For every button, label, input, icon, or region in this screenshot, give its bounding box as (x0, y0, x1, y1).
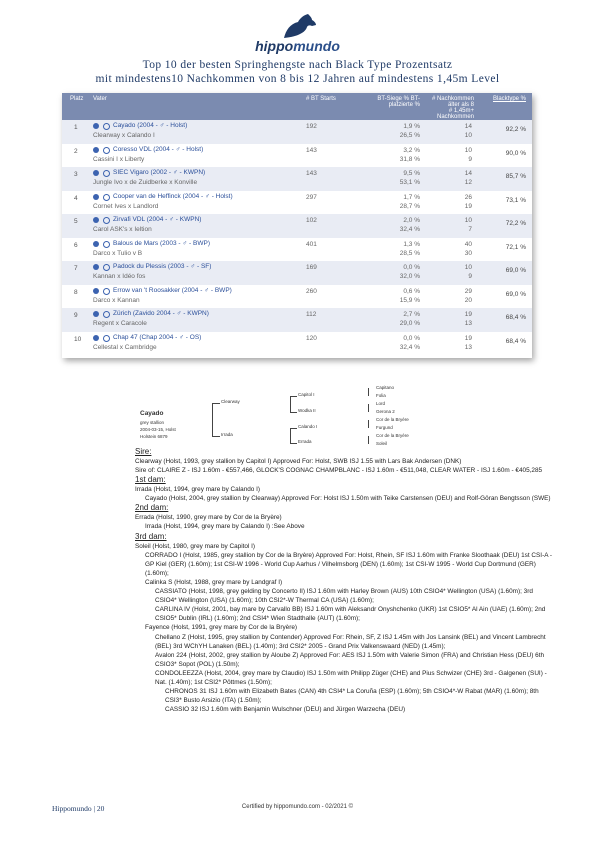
row-placed-pct: 32,4 % (399, 226, 420, 233)
row-rank: 8 (74, 288, 78, 296)
header-blacktype[interactable]: Blacktype % (492, 96, 526, 102)
logo (0, 12, 595, 54)
row-win-pct: 1,7 % (403, 193, 420, 201)
info-ring-icon[interactable] (103, 335, 110, 342)
dam3-offspring-8: CONDOLEEZZA (Holst, 2004, grey mare by Claudio) ISJ 1.50m with Philipp Züger (CHE) and Pius Schwizer (CHE) 3rd - Galgenen (SUI) - Nat. (1.40m); 1st CSI2* Pöttmes (1.50m); (155, 669, 547, 686)
row-stallion-name[interactable]: Errow van 't Roosakker (2004 - ♂ - BWP) (113, 286, 232, 294)
row-placed-pct: 28,7 % (399, 202, 420, 210)
row-rank: 5 (74, 218, 78, 225)
row-offspring: 14 (464, 170, 472, 177)
header-siege: BT-Siege % BT-platzierte % (377, 96, 420, 108)
row-pedigree: Kannan x Idéo fos (93, 273, 146, 280)
row-stallion-name[interactable]: Cooper van de Heffinck (2004 - ♂ - Holst) (113, 192, 233, 200)
row-placed-pct: 31,8 % (399, 155, 420, 163)
pedigree-horse: Cayado (140, 410, 164, 417)
row-stallion-name[interactable]: Zirvafi VDL (2004 - ♂ - KWPN) (113, 216, 202, 223)
info-ring-icon[interactable] (103, 311, 110, 318)
table-row[interactable] (62, 144, 532, 168)
pedigree-text (135, 447, 555, 714)
row-starts: 260 (306, 287, 317, 295)
row-placed-pct: 15,9 % (399, 296, 420, 304)
dam3-offspring-2: Calinka S (Holst, 1988, grey mare by Landgraf I) (145, 578, 283, 586)
row-stallion-name[interactable]: Cayado (2004 - ♂ - Holst) (113, 122, 188, 129)
row-starts: 169 (306, 264, 317, 271)
horse-logo-icon (276, 12, 320, 40)
dam3-offspring-10: CASSIO 32 ISJ 1.60m with Benjamin Wulschner (DEU) and Jürgen Warzecha (DEU) (165, 706, 406, 714)
row-blacktype: 85,7 % (505, 173, 526, 180)
row-pedigree: Regent x Caracole (93, 320, 147, 327)
row-offspring: 26 (464, 193, 472, 201)
row-placed-pct: 29,0 % (399, 320, 420, 327)
row-stallion-name[interactable]: Zürich (Zavido 2004 - ♂ - KWPN) (113, 310, 209, 317)
row-stallion-name[interactable]: Padock du Plessis (2003 - ♂ - SF) (113, 263, 212, 270)
dam1-offspring: Cayado (Holst, 2004, grey stallion by Clearway) Approved For: Holst ISJ 1.50m with Teike Carstensen (DEU) and Rolf-Göran Bengtsson (SWE) (145, 495, 551, 503)
row-rank: 4 (74, 194, 78, 202)
status-dot-icon (93, 241, 99, 247)
row-starts: 143 (306, 146, 317, 154)
status-dot-icon (93, 264, 99, 270)
pedigree-dss: Cor de la Bryère (376, 417, 409, 422)
row-win-pct: 0,6 % (403, 287, 420, 295)
info-ring-icon[interactable] (103, 288, 110, 295)
pedigree-info-1: grey stallion (140, 420, 165, 425)
row-stallion-name[interactable]: Balous de Mars (2003 - ♂ - BWP) (113, 239, 210, 247)
row-rank: 3 (74, 171, 78, 178)
row-stallion-name[interactable]: Chap 47 (Chap 2004 - ♂ - OS) (113, 333, 202, 341)
row-blacktype: 68,4 % (505, 337, 526, 345)
row-win-pct: 3,2 % (403, 146, 420, 154)
info-ring-icon[interactable] (103, 217, 110, 224)
row-offspring-145: 9 (468, 155, 472, 163)
table-header (62, 93, 532, 120)
info-ring-icon[interactable] (103, 123, 110, 130)
table-row[interactable] (62, 238, 532, 262)
row-blacktype: 73,1 % (505, 196, 526, 204)
stallion-table (62, 93, 532, 358)
row-win-pct: 0,0 % (403, 264, 420, 271)
row-offspring: 10 (464, 146, 472, 154)
status-dot-icon (93, 311, 99, 317)
row-offspring: 10 (464, 217, 472, 224)
row-pedigree: Cornet Ives x Landlord (93, 202, 159, 210)
dam3-offspring-9: CHRONOS 31 ISJ 1.60m with Elizabeth Bates (CAN) 4th CSI4* La Coruña (ESP) (1.60m); 5th CSIO4*-W Rabat (MAR) (1.60m); 8th CSI3* Busto Arsizio (ITA) (1.50m); (165, 688, 539, 705)
dam3-offspring-6: Chellano Z (Holst, 1995, grey stallion by Contender) Approved For: Rhein, SF, Z ISJ 1.45m with Jos Lansink (BEL) and Vincent Lambrecht (BEL) 3rd WChYH Lanaken (BEL) (1.40m); 3rd CSI2* 2005 - Grand Prix Valkenswaard (NED) (1.45m); (155, 633, 546, 650)
info-ring-icon[interactable] (103, 194, 110, 201)
status-dot-icon (93, 217, 99, 223)
row-pedigree: Carol ASK's x Ieltion (93, 226, 152, 233)
row-placed-pct: 53,1 % (399, 179, 420, 186)
row-rank: 10 (74, 335, 82, 343)
row-offspring-145: 13 (464, 343, 472, 351)
row-blacktype: 69,0 % (505, 290, 526, 298)
section-dam3-heading: 3rd dam: (135, 531, 167, 541)
footer-certified: Certified by hippomundo.com - 02/2021 © (241, 804, 354, 810)
pedigree-sire: Clearway (221, 399, 240, 404)
header-starts: # BT Starts (306, 96, 336, 102)
info-ring-icon[interactable] (103, 147, 110, 154)
row-blacktype: 68,4 % (505, 314, 526, 321)
row-stallion-name[interactable]: Coresso VDL (2004 - ♂ - Holst) (113, 145, 204, 153)
status-dot-icon (93, 147, 99, 153)
table-row[interactable] (62, 214, 532, 238)
pedigree-sire-sire: Capitol I (298, 392, 315, 397)
status-dot-icon (93, 123, 99, 129)
header-platz: Platz (70, 96, 84, 102)
table-row[interactable] (62, 308, 532, 332)
row-pedigree: Clearway x Calando I (93, 132, 155, 139)
section-dam1-heading: 1st dam: (135, 475, 166, 485)
row-offspring: 40 (464, 240, 472, 248)
title-line-2: mit mindestens10 Nachkommen von 8 bis 12 Jahren auf mindestens 1,45m Level (95, 73, 500, 85)
row-win-pct: 2,7 % (403, 311, 420, 318)
status-dot-icon (93, 170, 99, 176)
row-rank: 2 (74, 147, 78, 155)
dam2-text: Errada (Holst, 1990, grey mare by Cor de la Bryère) (135, 514, 282, 522)
title-line-1: Top 10 der besten Springhengste nach Black Type Prozentsatz (142, 59, 453, 71)
section-sire-heading: Sire: (135, 447, 152, 456)
row-rank: 9 (74, 312, 78, 319)
dam3-offspring-3: CASSIATO (Holst, 1998, grey gelding by Concerto II) ISJ 1.60m with Harley Brown (AUS) 10th CSIO4* Wellington (USA) (1.60m); 3rd CSIO4* Wellington (USA) (1.60m); 10th CSI2*-W Thermal CA (USA) (1.60m); (155, 588, 533, 605)
row-rank: 1 (74, 124, 78, 131)
row-pedigree: Darco x Kannan (93, 296, 140, 304)
pedigree-dam-sire: Calando I (298, 424, 318, 429)
row-offspring-145: 30 (464, 249, 472, 257)
dam1-text: Irrada (Holst, 1994, grey mare by Calando I) (135, 486, 261, 494)
pedigree-sds: Lord (376, 401, 386, 406)
row-win-pct: 1,9 % (403, 123, 420, 130)
sire-text: Clearway (Holst, 1993, grey stallion by Capitol I) Approved For: Holst, SWB ISJ 1.55 with Lars Bak Andersen (DNK) (135, 458, 462, 465)
row-offspring-145: 13 (464, 320, 472, 327)
row-offspring-145: 7 (468, 226, 472, 233)
status-dot-icon (93, 335, 99, 341)
table-row[interactable] (62, 120, 532, 144)
row-starts: 120 (306, 334, 317, 342)
row-placed-pct: 32,4 % (399, 343, 420, 351)
row-win-pct: 0,0 % (403, 334, 420, 342)
table-row[interactable] (62, 285, 532, 309)
row-offspring-145: 19 (464, 202, 472, 210)
row-blacktype: 92,2 % (505, 126, 526, 133)
row-win-pct: 2,0 % (403, 217, 420, 224)
pedigree-dam-dam: Errada (298, 439, 312, 444)
info-ring-icon[interactable] (103, 264, 110, 271)
row-offspring: 14 (464, 123, 472, 130)
header-vater: Vater (93, 96, 107, 102)
row-starts: 192 (306, 123, 317, 130)
footer-page-label: Hippomundo | 20 (52, 804, 105, 813)
dam3-offspring-7: Avalon 224 (Holst, 2002, grey stallion by Aloube Z) Approved For: AES ISJ 1.50m with Valerie Simon (FRA) and Christian Hess (DEU) 6th CSIO3* Sopot (POL) (1.50m); (155, 651, 545, 668)
dam3-offspring-4: CARLINA IV (Holst, 2001, bay mare by Carvallo BB) ISJ 1.60m with Aleksandr Onyshchenko (UKR) 1st CSIO5* Al Ain (UAE) (1.60m); 2nd CSIO5* Dublin (IRL) (1.60m); 2nd CSI4* Wien Stadthalle (AUT) (1.60m); (155, 606, 546, 623)
row-offspring: 19 (464, 334, 472, 342)
row-blacktype: 72,2 % (505, 220, 526, 227)
row-starts: 143 (306, 170, 317, 177)
pedigree-info-3: Holstein 6879 (140, 434, 168, 439)
row-starts: 297 (306, 193, 317, 201)
status-dot-icon (93, 288, 99, 294)
pedigree-dsd: Furgund (376, 425, 393, 430)
status-dot-icon (93, 194, 99, 200)
row-placed-pct: 32,0 % (399, 273, 420, 280)
pedigree-sire-dam: Wodka II (298, 408, 316, 413)
row-rank: 7 (74, 265, 78, 272)
row-rank: 6 (74, 241, 78, 249)
row-pedigree: Cellestal x Cambridge (93, 343, 157, 351)
table-row[interactable] (62, 332, 532, 356)
row-blacktype: 90,0 % (505, 149, 526, 157)
row-placed-pct: 28,5 % (399, 249, 420, 257)
pedigree-dds: Cor de la Bryère (376, 433, 409, 438)
row-win-pct: 9,5 % (403, 170, 420, 177)
row-offspring: 19 (464, 311, 472, 318)
pedigree-sdd: Gerona 2 (376, 409, 395, 414)
row-stallion-name[interactable]: SIEC Vigaro (2002 - ♂ - KWPN) (113, 169, 206, 176)
row-pedigree: Cassini I x Liberty (93, 155, 145, 163)
table-row[interactable] (62, 191, 532, 215)
header-nachkommen-145: # 1,45m+ Nachkommen (436, 108, 474, 120)
pedigree-ddd: Soleil (376, 441, 388, 446)
dam2-offspring: Irrada (Holst, 1994, grey mare by Calando I) :See Above (145, 523, 305, 531)
pedigree-sss: Capitano (376, 385, 395, 390)
row-offspring: 10 (464, 264, 472, 271)
row-offspring: 29 (464, 287, 472, 295)
pedigree-info-2: 2004-03-15, Holst (140, 427, 176, 432)
table-row[interactable] (62, 167, 532, 191)
row-starts: 102 (306, 217, 317, 224)
row-placed-pct: 26,5 % (399, 132, 420, 139)
logo-text: hippomundo (255, 38, 340, 54)
info-ring-icon[interactable] (103, 241, 110, 248)
row-starts: 401 (306, 240, 317, 248)
page-title (0, 58, 595, 86)
sire-offspring: Sire of: CLAIRE Z - ISJ 1.60m - €557,466, GLOCK'S COGNAC CHAMPBLANC - ISJ 1.60m - €511,048, CLEAR WATER - ISJ 1.60m - €405,285 (135, 467, 543, 475)
row-pedigree: Jungle Ivo x de Zuidberke x Konville (93, 179, 198, 186)
row-win-pct: 1,3 % (403, 240, 420, 248)
row-starts: 112 (306, 311, 317, 318)
section-dam2-heading: 2nd dam: (135, 503, 169, 513)
table-row[interactable] (62, 261, 532, 285)
pedigree-ssd: Folia (376, 393, 386, 398)
dam3-offspring-5: Fayence (Holst, 1991, grey mare by Cor de la Bryère) (145, 624, 298, 632)
row-blacktype: 72,1 % (505, 243, 526, 251)
info-ring-icon[interactable] (103, 170, 110, 177)
row-blacktype: 69,0 % (505, 267, 526, 274)
pedigree-dam: Irrada (221, 432, 233, 437)
header-nachkommen: # Nachkommen älter als 8 (431, 96, 474, 108)
dam3-offspring-1: CORRADO I (Holst, 1985, grey stallion by Cor de la Bryère) Approved For: Holst, Rhein, SF ISJ 1.60m with Franke Sloothaak (DEU) 1st CSI-A -GP Kiel (GER) (1.60m); 1st CSI-W 1996 - World Cup Aarhus / Vilhelmsborg (DEN) (1.60m); 1st CSI-W 1995 - World Cup Dortmund (GER) (1.60m); (145, 551, 553, 577)
row-offspring-145: 20 (464, 296, 472, 304)
row-offspring-145: 10 (464, 132, 472, 139)
row-offspring-145: 12 (464, 179, 472, 186)
row-offspring-145: 9 (468, 273, 472, 280)
row-pedigree: Darco x Tulio v B (93, 249, 143, 257)
dam3-text: Soleil (Holst, 1980, grey mare by Capitol I) (135, 542, 256, 550)
